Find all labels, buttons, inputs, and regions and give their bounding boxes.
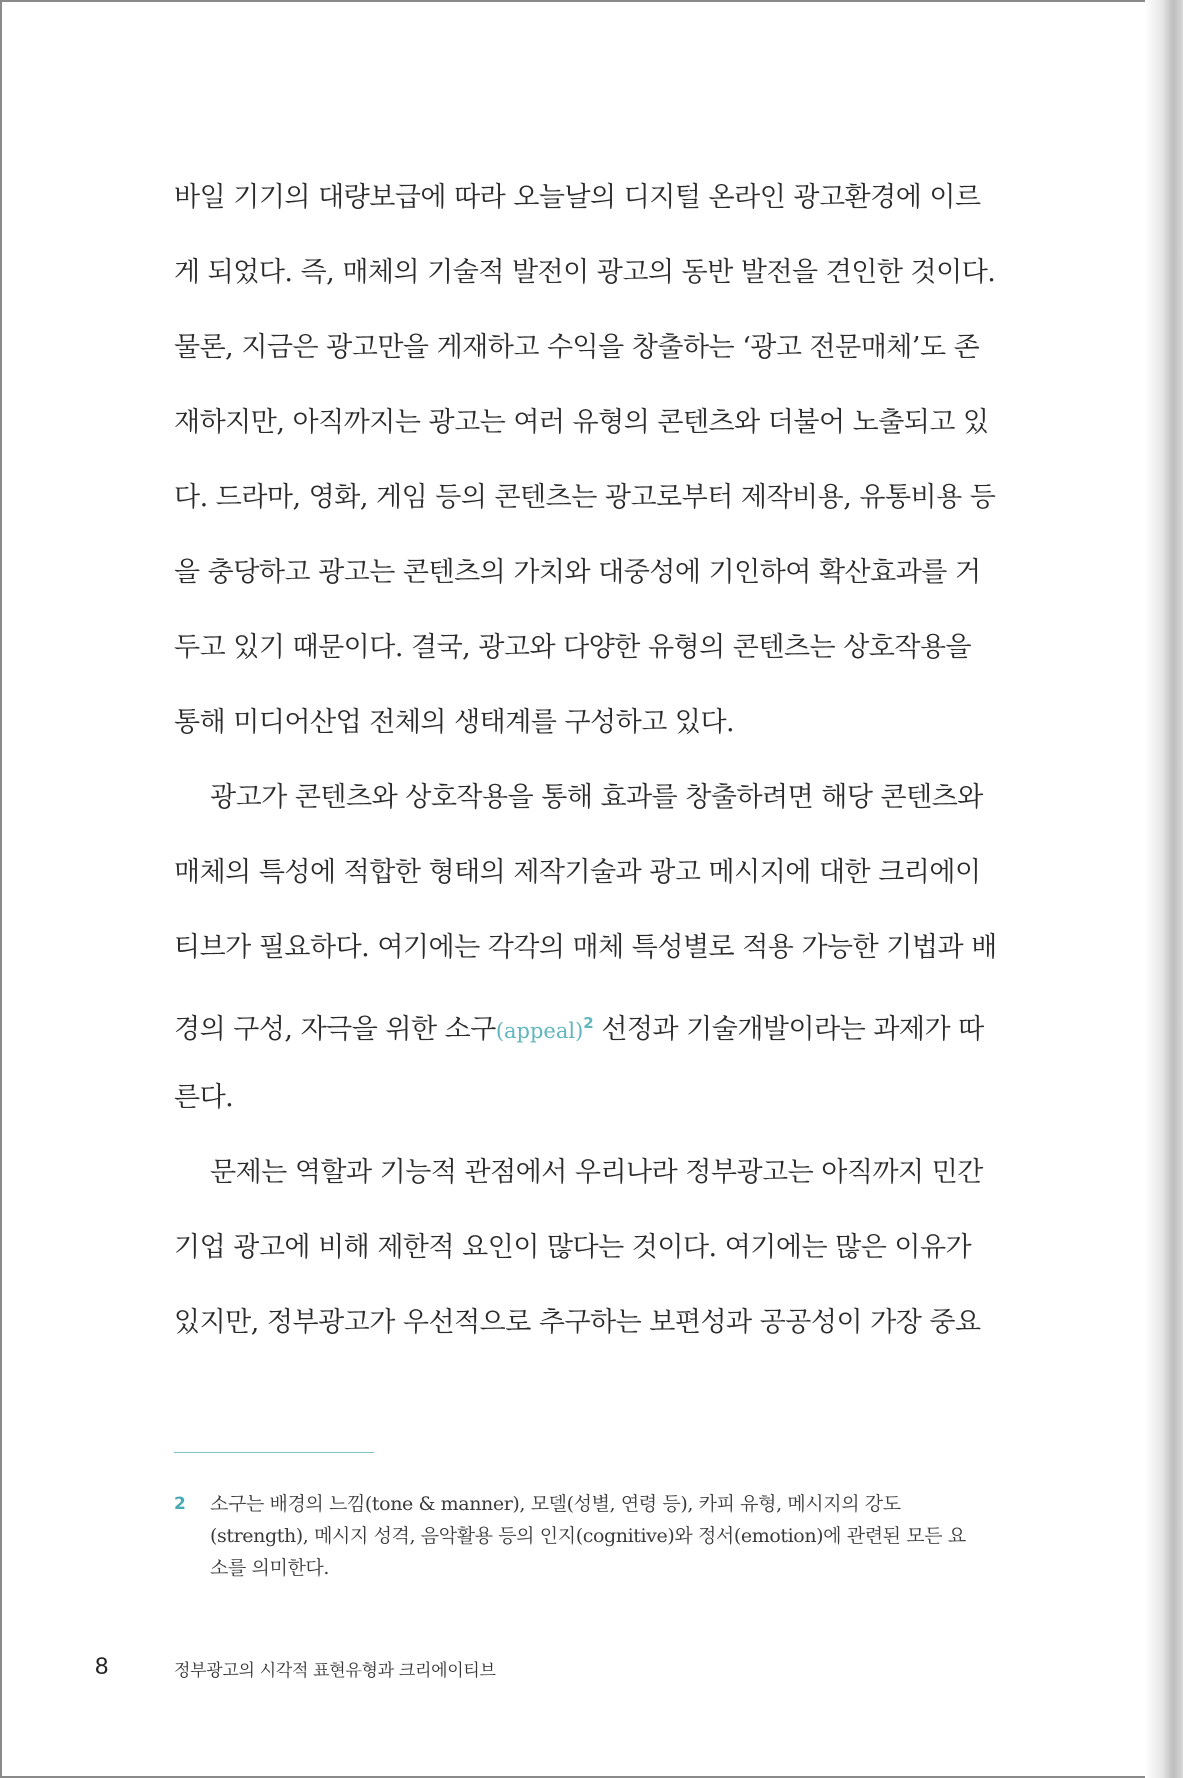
body-line: 바일 기기의 대량보급에 따라 오늘날의 디지털 온라인 광고환경에 이르 [174, 182, 981, 213]
body-line: 게 되었다. 즉, 매체의 기술적 발전이 광고의 동반 발전을 견인한 것이다. [174, 257, 996, 288]
page-edge-shadow [1145, 0, 1183, 1778]
footnote-line: 소구는 배경의 느낌(tone & manner), 모델(성별, 연령 등), 카피 유형, 메시지의 강도 [210, 1493, 901, 1515]
reference-word: (appeal) [495, 1019, 584, 1043]
body-line: 다. 드라마, 영화, 게임 등의 콘텐츠는 광고로부터 제작비용, 유통비용 등 [174, 482, 996, 513]
body-line-part: 선정과 기술개발이라는 과제가 따 [601, 1014, 984, 1045]
footnote-divider [174, 1452, 374, 1453]
body-line: 물론, 지금은 광고만을 게재하고 수익을 창출하는 ‘광고 전문매체’도 존 [174, 332, 980, 363]
body-line: 두고 있기 때문이다. 결국, 광고와 다양한 유형의 콘텐츠는 상호작용을 [174, 632, 972, 663]
body-line: 매체의 특성에 적합한 형태의 제작기술과 광고 메시지에 대한 크리에이 [174, 857, 981, 888]
footnote-reference-mark[interactable]: 2 [583, 1014, 594, 1032]
body-line: 른다. [174, 1082, 234, 1113]
page-number: 8 [95, 1653, 109, 1680]
body-line: 기업 광고에 비해 제한적 요인이 많다는 것이다. 여기에는 많은 이유가 [174, 1232, 972, 1263]
footnote-line: 소를 의미한다. [210, 1557, 330, 1579]
footnote-line: (strength), 메시지 성격, 음악활용 등의 인지(cognitive)와 정서(emotion)에 관련된 모든 요 [210, 1525, 966, 1547]
body-line: 통해 미디어산업 전체의 생태계를 구성하고 있다. [174, 707, 735, 738]
body-line: 을 충당하고 광고는 콘텐츠의 가치와 대중성에 기인하여 확산효과를 거 [174, 557, 981, 588]
paragraph-start-line: 광고가 콘텐츠와 상호작용을 통해 효과를 창출하려면 해당 콘텐츠와 [210, 782, 983, 813]
paragraph-start-line: 문제는 역할과 기능적 관점에서 우리나라 정부광고는 아직까지 민간 [210, 1157, 983, 1188]
body-line-part: 경의 구성, 자극을 위한 소구 [174, 1014, 496, 1045]
body-line: 재하지만, 아직까지는 광고는 여러 유형의 콘텐츠와 더불어 노출되고 있 [174, 407, 989, 438]
body-line: 있지만, 정부광고가 우선적으로 추구하는 보편성과 공공성이 가장 중요 [174, 1307, 981, 1338]
body-line: 티브가 필요하다. 여기에는 각각의 매체 특성별로 적용 가능한 기법과 배 [174, 932, 997, 963]
running-title: 정부광고의 시각적 표현유형과 크리에이티브 [174, 1661, 496, 1681]
footnote-number: 2 [174, 1494, 186, 1514]
body-line-with-reference [174, 1005, 984, 1049]
